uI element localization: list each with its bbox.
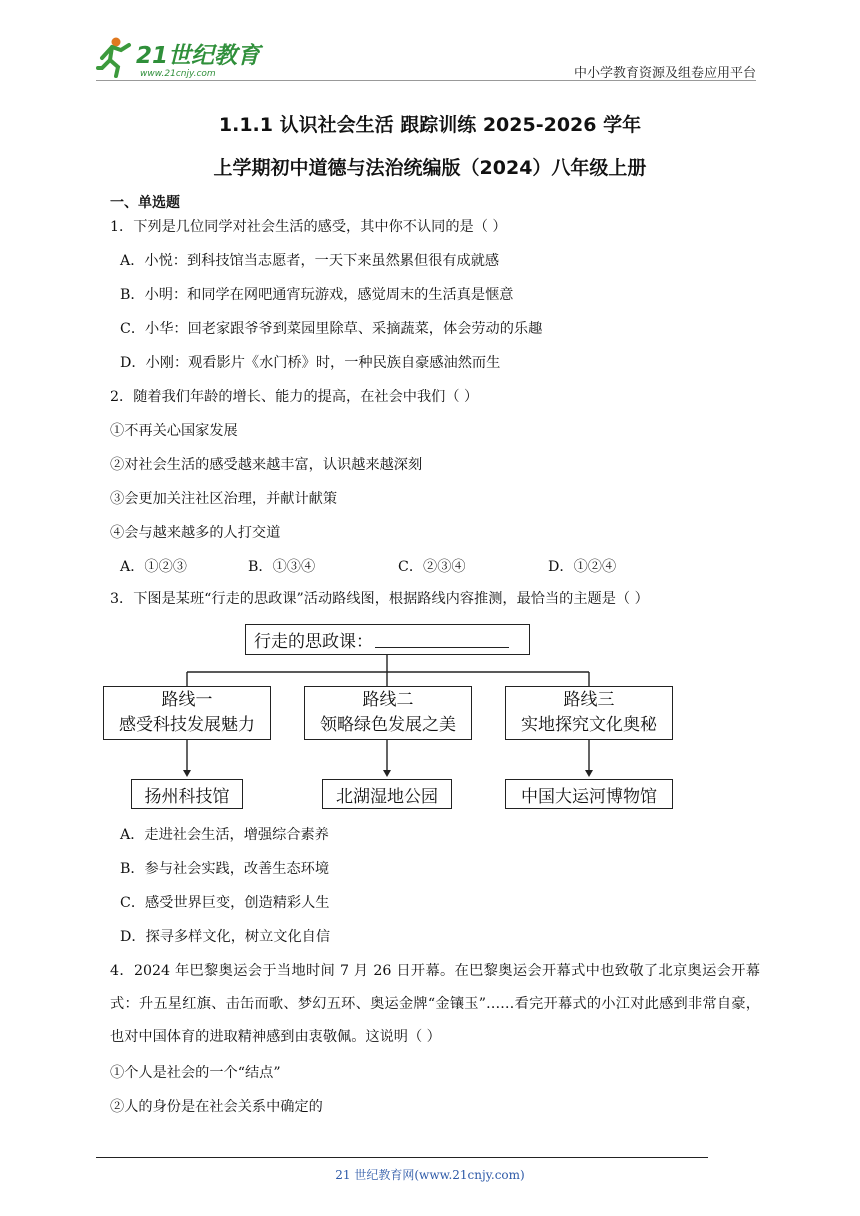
route-3-desc: 实地探究文化奥秘: [521, 715, 657, 735]
route-box-1: [103, 686, 271, 740]
question-2-item-1: ①不再关心国家发展: [110, 423, 238, 439]
place-box-1: [131, 779, 243, 809]
footer-divider: [96, 1157, 708, 1158]
question-3-option-b: B．参与社会实践，改善生态环境: [120, 861, 330, 877]
place-box-2: [322, 779, 452, 809]
question-3-option-a: A．走进社会生活，增强综合素养: [120, 827, 329, 843]
logo-text: 21世纪教育: [136, 43, 261, 69]
page-title-line1: 1.1.1 认识社会生活 跟踪训练 2025-2026 学年: [218, 114, 642, 136]
diagram-title: 行走的思政课：: [254, 632, 373, 652]
question-1-option-d: D．小刚：观看影片《水门桥》时，一种民族自豪感油然而生: [120, 355, 501, 371]
question-2-option-b: B．①③④: [248, 559, 316, 575]
question-3-stem: 3．下图是某班“行走的思政课”活动路线图，根据路线内容推测，最恰当的主题是（ ）: [110, 591, 649, 607]
footer-text[interactable]: 21 世纪教育网(www.21cnjy.com): [335, 1168, 525, 1182]
question-3-option-c: C．感受世界巨变，创造精彩人生: [120, 895, 330, 911]
logo-url: www.21cnjy.com: [140, 69, 216, 79]
question-2-option-d: D．①②④: [548, 559, 617, 575]
diagram-title-box: [245, 624, 530, 655]
page-title-line2: 上学期初中道德与法治统编版（2024）八年级上册: [213, 157, 647, 179]
question-2-option-a: A．①②③: [120, 559, 187, 575]
arrow-icon: [585, 740, 593, 777]
question-1-option-a: A．小悦：到科技馆当志愿者，一天下来虽然累但很有成就感: [120, 253, 500, 269]
place-3: 中国大运河博物馆: [521, 786, 657, 807]
arrow-icon: [383, 740, 391, 777]
question-2-item-2: ②对社会生活的感受越来越丰富，认识越来越深刻: [110, 457, 423, 473]
question-2-stem: 2．随着我们年龄的增长、能力的提高，在社会中我们（ ）: [110, 389, 479, 405]
question-1-option-c: C．小华：回老家跟爷爷到菜园里除草、采摘蔬菜，体会劳动的乐趣: [120, 321, 543, 337]
question-4-stem: 4．2024 年巴黎奥运会于当地时间 7 月 26 日开幕。在巴黎奥运会开幕式中也致敬了北京奥运会开幕式：升五星红旗、击缶而歌、梦幻五环、奥运金牌“金镶玉”……看完开幕式的小江对此感到非常自豪，也对中国体育的进取精神感到由衷敬佩。这说明（ ）: [110, 963, 760, 1045]
question-4-item-1: ①个人是社会的一个“结点”: [110, 1065, 281, 1081]
question-4-item-2: ②人的身份是在社会关系中确定的: [110, 1099, 323, 1115]
place-1: 扬州科技馆: [144, 786, 230, 807]
question-1-stem: 1．下列是几位同学对社会生活的感受，其中你不认同的是（ ）: [110, 219, 507, 235]
arrow-icon: [183, 740, 191, 777]
section-heading: 一、单选题: [110, 195, 180, 211]
question-2-item-3: ③会更加关注社区治理，并献计献策: [110, 491, 338, 507]
diagram-title-blank: [375, 631, 509, 648]
route-1-desc: 感受科技发展魅力: [119, 715, 255, 735]
route-2-desc: 领略绿色发展之美: [320, 715, 456, 735]
route-3-name: 路线三: [563, 690, 615, 710]
place-2: 北湖湿地公园: [336, 786, 438, 807]
header-platform-text: 中小学教育资源及组卷应用平台: [573, 66, 756, 81]
question-1-option-b: B．小明：和同学在网吧通宵玩游戏，感觉周末的生活真是惬意: [120, 287, 514, 303]
place-box-3: [505, 779, 673, 809]
question-2-option-c: C．②③④: [398, 559, 466, 575]
route-2-name: 路线二: [362, 690, 414, 710]
question-3-option-d: D．探寻多样文化，树立文化自信: [120, 929, 331, 945]
route-box-2: [304, 686, 472, 740]
route-1-name: 路线一: [161, 690, 213, 710]
question-2-item-4: ④会与越来越多的人打交道: [110, 525, 281, 541]
route-box-3: [505, 686, 673, 740]
